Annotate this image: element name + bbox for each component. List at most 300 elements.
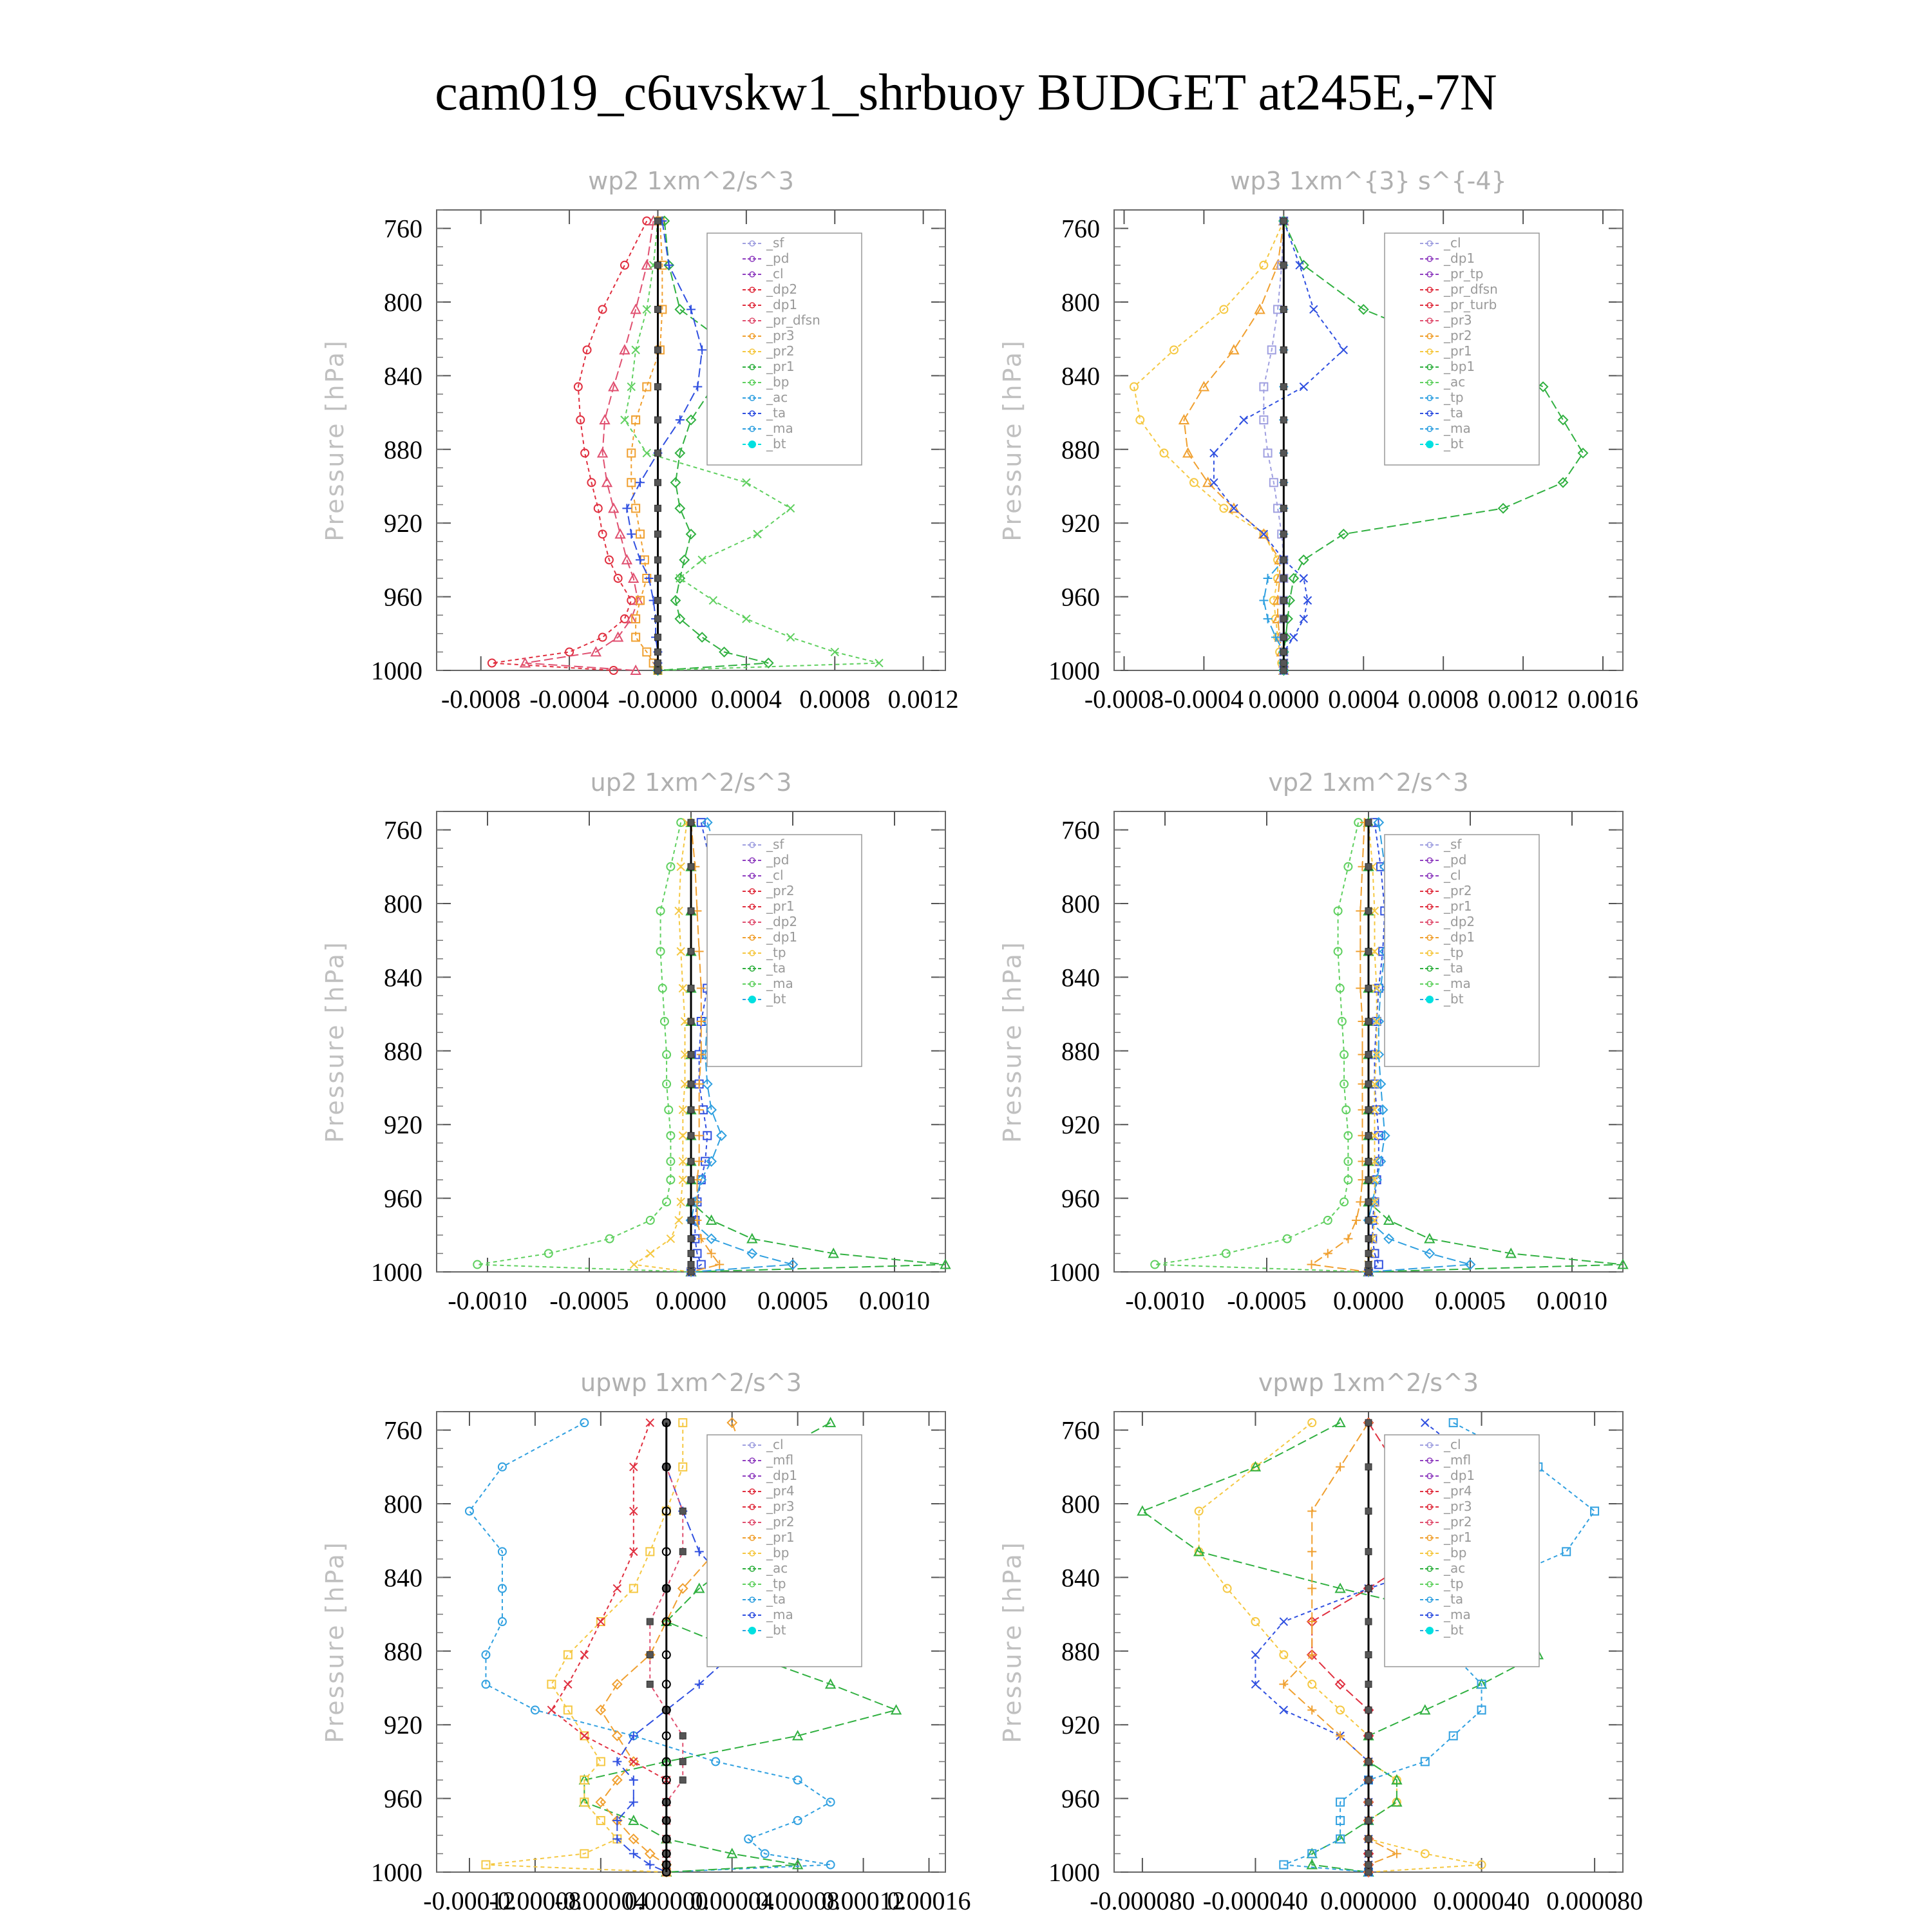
- legend-entry: _ta: [766, 405, 786, 421]
- y-tick-label: 1000: [371, 656, 422, 685]
- legend-entry: _cl: [766, 266, 784, 281]
- data-point-ma: [1365, 1018, 1372, 1025]
- data-point-bp: [826, 1418, 835, 1426]
- data-point-ta: [695, 1547, 704, 1556]
- data-point-ma: [1365, 1052, 1372, 1058]
- data-point-bt: [1365, 1707, 1372, 1713]
- legend-entry: _ta: [766, 1591, 786, 1607]
- panel-title: vp2 1xm^2/s^3: [1268, 768, 1469, 797]
- y-tick-label: 800: [1061, 288, 1100, 317]
- data-point-bp1: [1558, 415, 1567, 424]
- y-axis-label: Pressure [hPa]: [321, 1540, 349, 1743]
- chart-panel-6: [998, 1368, 1643, 1915]
- data-point-bp: [787, 634, 795, 641]
- legend-entry: _pr2: [1444, 1514, 1472, 1530]
- legend: [707, 835, 862, 1066]
- data-point-dp2: [599, 305, 607, 313]
- data-point-ta: [1240, 416, 1247, 424]
- data-point-bp1: [1578, 449, 1587, 458]
- x-tick-label: 0.00004: [690, 1886, 774, 1915]
- data-point-pr2: [1307, 1617, 1316, 1626]
- legend-entry: _dp2: [766, 914, 798, 929]
- data-point-ma: [654, 634, 661, 641]
- y-tick-label: 960: [1061, 1184, 1100, 1213]
- y-tick-label: 800: [384, 889, 422, 918]
- data-point-ma: [688, 1217, 694, 1224]
- data-point-ma: [1365, 985, 1372, 992]
- panel-title: wp2 1xm^2/s^3: [588, 167, 794, 195]
- data-point-ma: [1280, 660, 1287, 667]
- data-point-ma: [1365, 1198, 1372, 1205]
- x-tick-label: -0.0005: [1227, 1286, 1307, 1315]
- data-point-ma: [1365, 1158, 1372, 1164]
- data-point-ta: [1280, 1618, 1287, 1625]
- legend-entry: _pd: [766, 251, 790, 266]
- data-point-ta: [1421, 1419, 1429, 1426]
- data-point-bp: [892, 1705, 901, 1714]
- legend-entry: _ma: [1444, 976, 1471, 991]
- data-point-bp: [787, 504, 795, 512]
- series-line-pr1: [1134, 221, 1283, 670]
- data-point-pr4: [679, 1548, 686, 1555]
- y-tick-label: 1000: [1048, 656, 1100, 685]
- data-point-ta: [1280, 1706, 1287, 1714]
- data-point-ma: [1280, 634, 1287, 641]
- data-point-bp: [875, 659, 883, 667]
- legend-entry: _tp: [1444, 1576, 1464, 1591]
- data-point-ma: [1365, 1081, 1372, 1087]
- legend-entry: _ta: [1444, 1591, 1464, 1607]
- y-tick-label: 760: [1061, 815, 1100, 845]
- legend-entry: _ma: [1444, 1607, 1471, 1622]
- data-point-pr2: [697, 984, 706, 993]
- panel-title: upwp 1xm^2/s^3: [580, 1368, 802, 1397]
- data-point-dp1: [630, 1757, 638, 1765]
- data-point-ta: [645, 574, 654, 583]
- data-point-pr1: [1336, 1706, 1344, 1714]
- x-tick-label: 0.0005: [757, 1286, 828, 1315]
- x-tick-label: -0.0008: [1084, 685, 1164, 714]
- data-point-ma: [1280, 306, 1287, 312]
- series-line-ta: [627, 221, 702, 670]
- x-tick-label: 0.0012: [1488, 685, 1559, 714]
- legend-marker-bt: [1426, 1627, 1434, 1634]
- y-tick-label: 800: [384, 1490, 422, 1519]
- data-point-ma: [688, 1262, 694, 1268]
- legend-entry: _bt: [766, 1622, 786, 1638]
- x-tick-label: 0.0010: [859, 1286, 930, 1315]
- legend-entry: _pr4: [766, 1483, 795, 1499]
- data-point-ma: [1365, 1250, 1372, 1256]
- legend-entry: _bt: [766, 436, 786, 451]
- y-tick-label: 880: [1061, 1036, 1100, 1066]
- x-tick-label: 0.0008: [1408, 685, 1479, 714]
- data-point-bp: [743, 615, 750, 623]
- data-point-ma: [688, 1132, 694, 1139]
- legend: [1385, 1435, 1539, 1667]
- legend-entry: _dp2: [1444, 914, 1475, 929]
- data-point-ma: [688, 819, 694, 826]
- data-point-ma: [654, 660, 661, 667]
- data-point-tp: [1264, 614, 1273, 623]
- legend-entry: _pr1: [1444, 898, 1472, 914]
- legend-entry: _pr3: [1444, 312, 1472, 328]
- legend-entry: _cl: [1444, 867, 1461, 883]
- legend-entry: _pr_dfsn: [1444, 281, 1498, 297]
- data-point-bp1: [1299, 555, 1308, 564]
- data-point-ma: [1562, 1548, 1570, 1555]
- legend: [707, 233, 862, 465]
- data-point-pr2: [697, 1017, 706, 1026]
- legend-entry: _bp: [766, 374, 790, 390]
- data-point-pr1: [667, 1235, 674, 1243]
- y-axis-label: Pressure [hPa]: [998, 339, 1027, 542]
- data-point-bt: [1365, 1817, 1372, 1824]
- legend-entry: _sf: [1444, 837, 1462, 852]
- data-point-pr2: [1307, 1260, 1316, 1269]
- x-tick-label: -0.0010: [448, 1286, 527, 1315]
- data-point-ma: [688, 1081, 694, 1087]
- x-tick-label: 0.0000: [1248, 685, 1320, 714]
- data-point-bp: [1421, 1705, 1430, 1714]
- legend-entry: _pr_tp: [1444, 266, 1484, 281]
- data-point-ta: [629, 1776, 638, 1785]
- data-point-bp1: [1539, 383, 1548, 392]
- series-line-dp1: [1155, 822, 1368, 1272]
- series-line-dp1: [551, 1423, 666, 1872]
- data-point-pr1: [1280, 1651, 1287, 1659]
- data-point-ma: [654, 575, 661, 582]
- data-point-pr1: [647, 1249, 654, 1257]
- data-point-ma: [1280, 616, 1287, 622]
- legend-entry: _pd: [1444, 852, 1467, 867]
- legend-entry: _tp: [1444, 390, 1464, 405]
- data-point-pr4: [647, 1681, 653, 1687]
- data-point-tp: [1259, 596, 1268, 605]
- data-point-ma: [1280, 450, 1287, 457]
- data-point-dp1: [602, 478, 611, 486]
- y-tick-label: 760: [384, 214, 422, 243]
- legend-entry: _pr2: [766, 1514, 795, 1530]
- legend-entry: _pr4: [1444, 1483, 1472, 1499]
- data-point-ma: [688, 907, 694, 914]
- legend-marker-bt: [748, 1627, 756, 1634]
- data-point-pr2: [697, 1235, 706, 1244]
- x-tick-label: -0.00012: [423, 1886, 516, 1915]
- data-point-ma: [688, 1177, 694, 1183]
- data-point-ta: [1210, 478, 1218, 486]
- data-point-ma: [1280, 531, 1287, 537]
- legend-entry: _pr_turb: [1444, 297, 1497, 312]
- data-point-ta: [636, 555, 645, 564]
- data-point-dp2: [621, 261, 629, 269]
- data-point-ma: [654, 649, 661, 655]
- y-tick-label: 1000: [371, 1258, 422, 1287]
- data-point-pr1: [677, 947, 685, 955]
- legend-entry: _pr1: [766, 1530, 795, 1545]
- data-point-bp: [1138, 1506, 1147, 1515]
- data-point-ma: [654, 384, 661, 390]
- x-tick-label: 0.000080: [1546, 1886, 1643, 1915]
- x-tick-label: -0.0004: [1164, 685, 1244, 714]
- legend: [1385, 233, 1539, 465]
- data-point-pr2: [1323, 1249, 1332, 1258]
- data-point-ma: [1280, 597, 1287, 603]
- legend-entry: _ac: [1444, 374, 1466, 390]
- data-point-bp: [831, 648, 838, 656]
- data-point-ta: [645, 1861, 654, 1870]
- data-point-bt: [1365, 1836, 1372, 1842]
- data-point-ma: [794, 1817, 802, 1824]
- data-point-dp1: [631, 305, 640, 313]
- data-point-pr2: [1229, 345, 1238, 354]
- data-point-dp1: [580, 1732, 588, 1739]
- x-tick-label: 0.00008: [755, 1886, 840, 1915]
- legend: [1385, 835, 1539, 1066]
- data-point-dp1: [580, 1651, 588, 1659]
- legend-entry: _ac: [766, 390, 788, 405]
- x-tick-label: -0.0010: [1125, 1286, 1205, 1315]
- data-point-bp: [632, 346, 639, 354]
- data-point-ta: [622, 504, 631, 513]
- legend-entry: _tp: [766, 945, 786, 960]
- data-point-pr2: [1356, 1197, 1365, 1206]
- series-line-dp2: [492, 221, 647, 670]
- legend-entry: _bt: [1444, 991, 1464, 1007]
- data-point-pr2: [695, 947, 704, 956]
- series-line-dp1: [477, 822, 691, 1272]
- data-point-bt: [1365, 1618, 1372, 1625]
- data-point-ma: [654, 262, 661, 269]
- data-point-bt: [1365, 1681, 1372, 1687]
- legend-entry: _dp1: [766, 1468, 798, 1483]
- data-point-pr2: [707, 1249, 716, 1258]
- data-point-pr1: [547, 1680, 555, 1688]
- data-point-pr1: [675, 1217, 683, 1224]
- y-tick-label: 1000: [371, 1858, 422, 1887]
- data-point-ma: [688, 985, 694, 992]
- data-point-bt: [1365, 1464, 1372, 1470]
- data-point-bt: [1365, 1732, 1372, 1739]
- data-point-ma: [654, 505, 661, 511]
- y-tick-label: 840: [1061, 1563, 1100, 1593]
- y-tick-label: 800: [384, 288, 422, 317]
- y-tick-label: 920: [384, 1110, 422, 1140]
- data-point-ma: [654, 556, 661, 563]
- data-point-ma: [688, 1052, 694, 1058]
- data-point-ma: [1280, 384, 1287, 390]
- x-tick-label: 0.00016: [887, 1886, 971, 1915]
- legend-entry: _ac: [766, 1560, 788, 1576]
- data-point-bp: [709, 596, 717, 604]
- y-tick-label: 880: [384, 1636, 422, 1666]
- data-point-pr1: [1308, 1680, 1316, 1688]
- data-point-dp1: [613, 1585, 621, 1593]
- data-point-ma: [1365, 1217, 1372, 1224]
- legend-entry: _mfl: [766, 1452, 794, 1468]
- chart-panel-3: [321, 768, 950, 1315]
- data-point-ma: [1280, 479, 1287, 486]
- data-point-ma: [1365, 1269, 1372, 1275]
- legend-entry: _pr2: [766, 883, 795, 898]
- data-point-ma: [654, 346, 661, 353]
- data-point-pr2: [1356, 984, 1365, 993]
- legend-entry: _pr1: [766, 898, 795, 914]
- data-point-ma: [1365, 1106, 1372, 1113]
- data-point-ma: [1365, 864, 1372, 870]
- data-point-bt: [1365, 1758, 1372, 1765]
- y-tick-label: 920: [384, 509, 422, 538]
- legend-entry: _pr3: [766, 1499, 795, 1514]
- legend-entry: _mfl: [1444, 1452, 1472, 1468]
- y-axis-label: Pressure [hPa]: [998, 1540, 1027, 1743]
- data-point-ma: [688, 1236, 694, 1242]
- y-tick-label: 920: [1061, 1710, 1100, 1740]
- data-point-ma: [688, 864, 694, 870]
- y-tick-label: 920: [384, 1710, 422, 1740]
- data-point-ma: [1365, 1236, 1372, 1242]
- data-point-bt: [1365, 1419, 1372, 1426]
- y-tick-label: 760: [384, 815, 422, 845]
- y-tick-label: 960: [1061, 1784, 1100, 1814]
- data-point-ta: [676, 415, 685, 424]
- legend-entry: _ma: [766, 421, 793, 436]
- data-point-ma: [1365, 1262, 1372, 1268]
- data-point-ta: [1340, 346, 1347, 354]
- x-tick-label: 0.0010: [1537, 1286, 1607, 1315]
- data-point-ma: [654, 479, 661, 486]
- x-tick-label: 0.0012: [887, 685, 959, 714]
- data-point-bp: [698, 556, 706, 564]
- y-tick-label: 760: [1061, 214, 1100, 243]
- legend-entry: _dp1: [766, 929, 798, 945]
- data-point-pr2: [1356, 947, 1365, 956]
- data-point-ma: [1280, 505, 1287, 511]
- chart-panel-2: [998, 167, 1638, 714]
- data-point-ma: [654, 531, 661, 537]
- y-tick-label: 760: [1061, 1416, 1100, 1445]
- data-point-ma: [654, 450, 661, 457]
- data-point-pr1: [1260, 261, 1267, 269]
- y-tick-label: 960: [384, 582, 422, 612]
- legend-entry: _ma: [766, 976, 793, 991]
- legend-entry: _bt: [766, 991, 786, 1007]
- y-axis-label: Pressure [hPa]: [321, 940, 349, 1143]
- data-point-dp1: [547, 1706, 555, 1714]
- y-tick-label: 840: [384, 963, 422, 992]
- data-point-pr4: [679, 1758, 686, 1765]
- data-point-bt: [1365, 1869, 1372, 1875]
- legend-marker-bt: [748, 996, 756, 1003]
- data-point-ma: [1280, 556, 1287, 563]
- figure-title: cam019_c6uvskw1_shrbuoy BUDGET at245E,-7N: [435, 64, 1497, 121]
- data-point-ma: [1280, 649, 1287, 655]
- x-tick-label: -0.000080: [1090, 1886, 1195, 1915]
- y-tick-label: 920: [1061, 509, 1100, 538]
- legend-entry: _tp: [766, 1576, 786, 1591]
- legend-entry: _ta: [766, 960, 786, 976]
- legend-entry: _bp: [1444, 1545, 1467, 1560]
- data-point-pr4: [679, 1777, 686, 1783]
- x-tick-label: -0.0000: [618, 685, 698, 714]
- x-tick-label: 0.0016: [1567, 685, 1639, 714]
- data-point-ma: [688, 1158, 694, 1164]
- data-point-ma: [1365, 948, 1372, 954]
- legend-entry: _tp: [1444, 945, 1464, 960]
- chart-panel-4: [998, 768, 1627, 1315]
- data-point-pr2: [1336, 1463, 1345, 1472]
- legend-entry: _pr2: [1444, 328, 1472, 343]
- legend-entry: _bp: [766, 1545, 790, 1560]
- legend-entry: _ac: [1444, 1560, 1466, 1576]
- legend: [707, 1435, 862, 1667]
- data-point-ma: [1365, 1132, 1372, 1139]
- data-point-ma: [1365, 819, 1372, 826]
- y-tick-label: 880: [1061, 435, 1100, 464]
- chart-panel-5: [321, 1368, 971, 1915]
- legend-entry: _bt: [1444, 1622, 1464, 1638]
- data-point-bp: [1392, 1797, 1401, 1806]
- data-point-ta: [687, 305, 696, 314]
- data-point-pr2: [715, 1260, 724, 1269]
- data-point-pr2: [1356, 906, 1365, 915]
- legend-entry: _pd: [766, 852, 790, 867]
- x-tick-label: 0.0004: [1328, 685, 1399, 714]
- data-point-ma: [654, 417, 661, 423]
- legend-entry: _ta: [1444, 405, 1464, 421]
- x-tick-label: -0.0004: [529, 685, 609, 714]
- legend-entry: _dp1: [1444, 929, 1475, 945]
- data-point-tp: [717, 1131, 726, 1140]
- data-point-ma: [688, 1250, 694, 1256]
- legend-entry: _pr2: [1444, 883, 1472, 898]
- y-tick-label: 840: [1061, 963, 1100, 992]
- x-tick-label: 0.00000: [624, 1886, 708, 1915]
- y-axis-label: Pressure [hPa]: [321, 339, 349, 542]
- data-point-ma: [1365, 907, 1372, 914]
- legend-marker-bt: [1426, 440, 1434, 448]
- data-point-pr1: [1251, 1618, 1259, 1625]
- data-point-ta: [1310, 305, 1318, 313]
- data-point-dp1: [616, 529, 625, 538]
- data-point-pr1: [679, 1132, 687, 1139]
- series-line-pr2: [1184, 221, 1283, 670]
- data-point-pr2: [1352, 1216, 1361, 1225]
- legend-entry: _sf: [766, 837, 784, 852]
- data-point-dp2: [599, 634, 607, 641]
- data-point-dp1: [663, 1198, 670, 1206]
- data-point-bp: [743, 478, 750, 486]
- x-tick-label: 0.0004: [710, 685, 782, 714]
- x-tick-label: -0.000040: [1202, 1886, 1309, 1915]
- data-point-pr2: [1307, 1506, 1316, 1515]
- y-tick-label: 880: [384, 1036, 422, 1066]
- series-line-ta: [1214, 221, 1343, 670]
- data-point-pr2: [612, 1731, 621, 1740]
- data-point-ma: [654, 667, 661, 674]
- data-point-ta: [627, 529, 636, 538]
- x-tick-label: -0.00008: [489, 1886, 582, 1915]
- data-point-bt: [1365, 1862, 1372, 1868]
- data-point-ma: [688, 1198, 694, 1205]
- data-point-pr3: [643, 383, 650, 391]
- x-tick-label: 0.0000: [1333, 1286, 1404, 1315]
- legend-entry: _cl: [766, 867, 784, 883]
- x-tick-label: 0.0005: [1435, 1286, 1506, 1315]
- data-point-pr2: [695, 1157, 704, 1166]
- legend-entry: _dp2: [766, 281, 798, 297]
- data-point-bt: [1365, 1548, 1372, 1555]
